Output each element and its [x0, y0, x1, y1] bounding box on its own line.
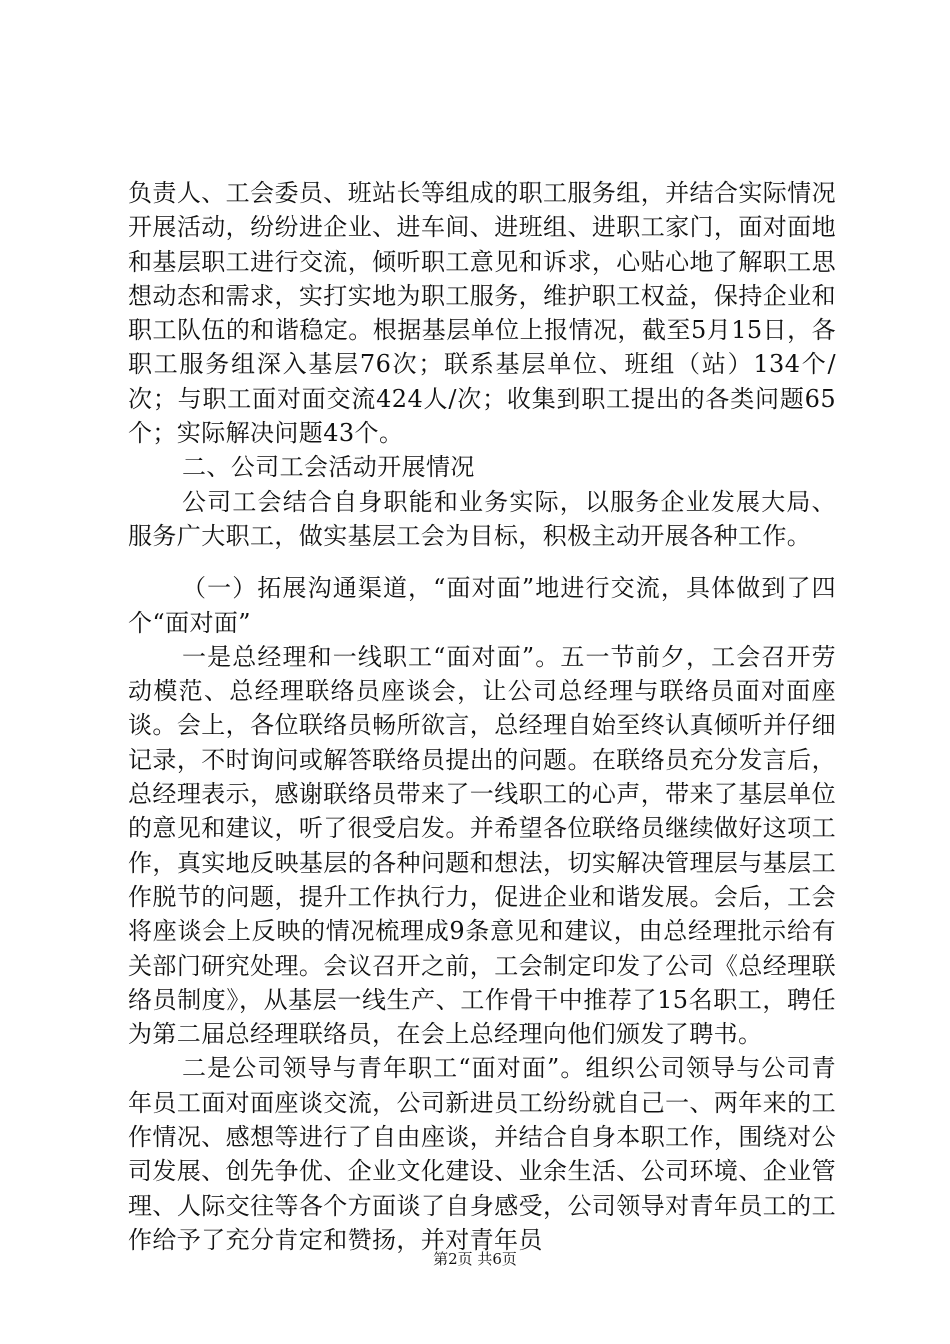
paragraph-service-group: 负责人、工会委员、班站长等组成的职工服务组，并结合实际情况开展活动，纷纷进企业、进车间、进班组、进职工家门，面对面地和基层职工进行交流，倾听职工意见和诉求，心贴心地了解职工思想动态和需求，实打实地为职工服务，维护职工权益，保持企业和职工队伍的和谐稳定。根据基层单位上报情况，截至5月15日，各职工服务组深入基层76次；联系基层单位、班组（站）134个/次；与职工面对面交流424人/次；收集到职工提出的各类问题65个；实际解决问题43个。	[128, 179, 836, 448]
document-body	[128, 176, 836, 1257]
paragraph-union-intro: 公司工会结合自身职能和业务实际，以服务企业发展大局、服务广大职工，做实基层工会为目标，积极主动开展各种工作。	[128, 487, 836, 550]
paragraph-youth-face-to-face: 二是公司领导与青年职工“面对面”。组织公司领导与公司青年员工面对面座谈交流，公司新进员工纷纷就自己一、两年来的工作情况、感想等进行了自由座谈，并结合自身本职工作，围绕对公司发展、创先争优、企业文化建设、业余生活、公司环境、企业管理、人际交往等各个方面谈了自身感受，公司领导对青年员工的工作给予了充分肯定和赞扬，并对青年员	[128, 1054, 836, 1254]
page-footer: 第2页 共6页	[433, 1250, 517, 1268]
section-heading-union-activities: 二、公司工会活动开展情况	[182, 453, 475, 482]
subsection-heading-communication: （一）拓展沟通渠道，“面对面”地进行交流，具体做到了四个“面对面”	[128, 574, 836, 637]
paragraph-gm-face-to-face: 一是总经理和一线职工“面对面”。五一节前夕，工会召开劳动模范、总经理联络员座谈会，让公司总经理与联络员面对面座谈。会上，各位联络员畅所欲言，总经理自始至终认真倾听并仔细记录，不时询问或解答联络员提出的问题。在联络员充分发言后，总经理表示，感谢联络员带来了一线职工的心声，带来了基层单位的意见和建议，听了很受启发。并希望各位联络员继续做好这项工作，真实地反映基层的各种问题和想法，切实解决管理层与基层工作脱节的问题，提升工作执行力，促进企业和谐发展。会后，工会将座谈会上反映的情况梳理成9条意见和建议，由总经理批示给有关部门研究处理。会议召开之前，工会制定印发了公司《总经理联络员制度》，从基层一线生产、工作骨干中推荐了15名职工，聘任为第二届总经理联络员，在会上总经理向他们颁发了聘书。	[128, 642, 836, 1049]
